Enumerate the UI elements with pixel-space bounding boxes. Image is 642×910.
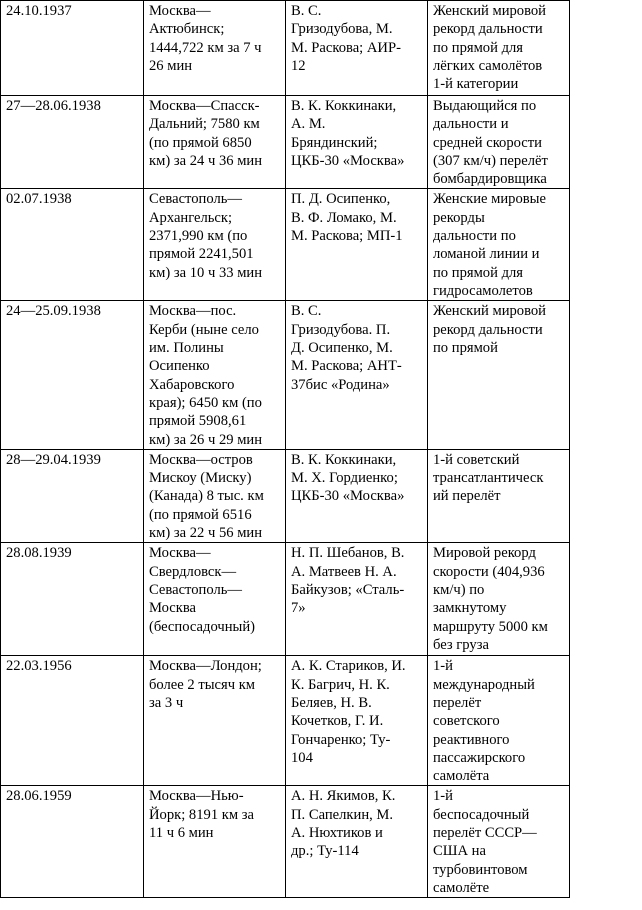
- route-cell: Москва—Нью- Йорк; 8191 км за 11 ч 6 мин: [144, 786, 286, 898]
- route-cell: Москва— Свердловск— Севастополь— Москва (беспосадочный): [144, 543, 286, 656]
- table-body: [1, 1, 570, 898]
- table-row: [1, 96, 570, 189]
- route-cell: Севастополь— Архангельск; 2371,990 км (по прямой 2241,501 км) за 10 ч 33 мин: [144, 189, 286, 301]
- table-row: [1, 786, 570, 898]
- date-cell: 28.06.1959: [1, 786, 144, 898]
- route-cell: Москва—пос. Керби (ныне село им. Полины Осипенко Хабаровского края); 6450 км (по прямой 5908,61 км) за 26 ч 29 мин: [144, 301, 286, 449]
- table-row: [1, 449, 570, 542]
- table-row: [1, 1, 570, 96]
- table-row: [1, 543, 570, 656]
- achievement-cell: Выдающийся по дальности и средней скорости (307 км/ч) перелёт бомбардировщика: [428, 96, 570, 189]
- crew-aircraft-cell: В. С. Гризодубова, М. М. Раскова; АИР- 12: [286, 1, 428, 96]
- route-cell: Москва—остров Мискоу (Миску) (Канада) 8 тыс. км (по прямой 6516 км) за 22 ч 56 мин: [144, 449, 286, 542]
- table-row: [1, 301, 570, 449]
- route-cell: Москва—Лондон; более 2 тысяч км за 3 ч: [144, 656, 286, 786]
- table-row: [1, 656, 570, 786]
- crew-aircraft-cell: В. К. Коккинаки, М. Х. Гордиенко; ЦКБ-30 «Москва»: [286, 449, 428, 542]
- achievement-cell: 1-й международный перелёт советского реактивного пассажирского самолёта: [428, 656, 570, 786]
- achievement-cell: Женский мировой рекорд дальности по прямой: [428, 301, 570, 449]
- date-cell: 24.10.1937: [1, 1, 144, 96]
- route-cell: Москва— Актюбинск; 1444,722 км за 7 ч 26 мин: [144, 1, 286, 96]
- crew-aircraft-cell: А. К. Стариков, И. К. Багрич, Н. К. Беляев, Н. В. Кочетков, Г. И. Гончаренко; Ту- 104: [286, 656, 428, 786]
- achievement-cell: Женские мировые рекорды дальности по ломаной линии и по прямой для гидросамолетов: [428, 189, 570, 301]
- achievement-cell: 1-й беспосадочный перелёт СССР— США на турбовинтовом самолёте: [428, 786, 570, 898]
- date-cell: 22.03.1956: [1, 656, 144, 786]
- table-row: [1, 189, 570, 301]
- date-cell: 28.08.1939: [1, 543, 144, 656]
- achievement-cell: Мировой рекорд скорости (404,936 км/ч) по замкнутому маршруту 5000 км без груза: [428, 543, 570, 656]
- achievement-cell: Женский мировой рекорд дальности по прямой для лёгких самолётов 1-й категории: [428, 1, 570, 96]
- date-cell: 27—28.06.1938: [1, 96, 144, 189]
- date-cell: 24—25.09.1938: [1, 301, 144, 449]
- crew-aircraft-cell: В. К. Коккинаки, А. М. Бряндинский; ЦКБ-30 «Москва»: [286, 96, 428, 189]
- crew-aircraft-cell: А. Н. Якимов, К. П. Сапелкин, М. А. Нюхтиков и др.; Ту-114: [286, 786, 428, 898]
- crew-aircraft-cell: Н. П. Шебанов, В. А. Матвеев Н. А. Байкузов; «Сталь- 7»: [286, 543, 428, 656]
- route-cell: Москва—Спасск- Дальний; 7580 км (по прямой 6850 км) за 24 ч 36 мин: [144, 96, 286, 189]
- date-cell: 02.07.1938: [1, 189, 144, 301]
- crew-aircraft-cell: П. Д. Осипенко, В. Ф. Ломако, М. М. Раскова; МП-1: [286, 189, 428, 301]
- date-cell: 28—29.04.1939: [1, 449, 144, 542]
- crew-aircraft-cell: В. С. Гризодубова. П. Д. Осипенко, М. М. Раскова; АНТ- 37бис «Родина»: [286, 301, 428, 449]
- achievement-cell: 1-й советский трансатлантическ ий перелёт: [428, 449, 570, 542]
